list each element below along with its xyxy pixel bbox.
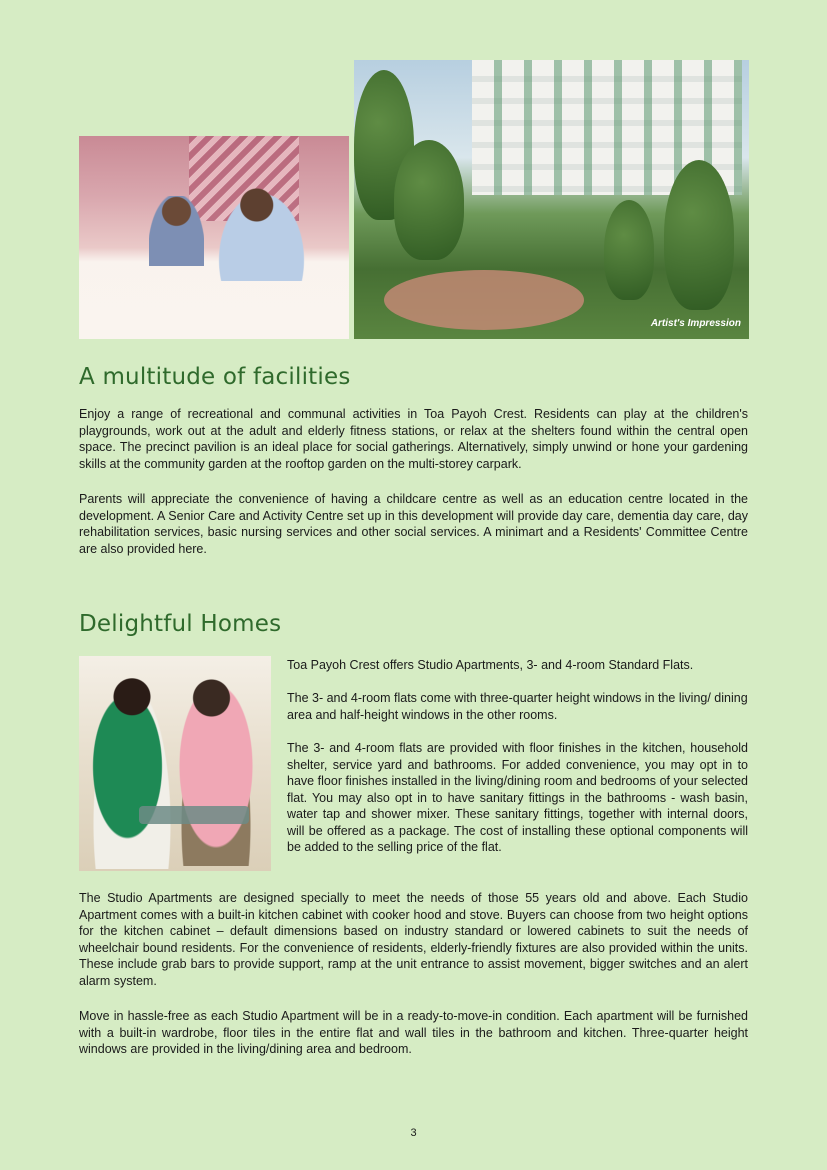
- studio-apartment-paragraph: The Studio Apartments are designed specially to meet the needs of those 55 years old and above. Each Studio Apartment comes with a built-in kitchen cabinet with cooker hood and stove. Buyers can choose from two height options for the kitchen cabinet – default dimensions based on industry standard or lowered cabinets to suit the needs of wheelchair bound residents. For the convenience of residents, elderly-friendly fixtures are also provided within the units. These include grab bars to provide support, ramp at the unit entrance to assist movement, bigger switches and an alert alarm system.: [79, 891, 748, 988]
- artist-impression-caption: Artist's Impression: [650, 318, 741, 329]
- facilities-heading: A multitude of facilities: [79, 364, 351, 390]
- homes-heading: Delightful Homes: [79, 611, 282, 637]
- estate-garden-photo: [354, 60, 749, 339]
- tree: [604, 200, 654, 300]
- plaza: [384, 270, 584, 330]
- side-table: [139, 806, 249, 824]
- move-in-paragraph: Move in hassle-free as each Studio Apartment will be in a ready-to-move-in condition. Each apartment will be furnished with a built-in wardrobe, floor tiles in the entire flat and wall tiles in the bathroom and kitchen. Three-quarter height windows are provided in the living/dining area and bedroom.: [79, 1009, 748, 1056]
- woman-figure: [149, 196, 204, 266]
- elderly-couple-tea-photo: [79, 656, 271, 871]
- man-figure: [171, 666, 261, 866]
- homes-windows-paragraph: The 3- and 4-room flats come with three-quarter height windows in the living/ dining area and half-height windows in the other rooms.: [287, 691, 748, 722]
- woman-figure: [87, 664, 177, 869]
- homes-finishes-paragraph: The 3- and 4-room flats are provided with floor finishes in the kitchen, household shelter, service yard and bathrooms. For added convenience, you may opt in to have floor finishes installed in the living/dining room and bedrooms of your selected flat. You may also opt in to have sanitary fittings in the bathrooms - wash basin, water tap and shower mixer. These sanitary fittings, together with internal doors, will be offered as a package. The cost of installing these optional components will be added to the selling price of the flat.: [287, 741, 748, 854]
- tree: [664, 160, 734, 310]
- man-figure: [214, 186, 309, 281]
- homes-intro-paragraph: Toa Payoh Crest offers Studio Apartments, 3- and 4-room Standard Flats.: [287, 658, 694, 672]
- page-number: 3: [410, 1127, 417, 1139]
- tree: [394, 140, 464, 260]
- facilities-paragraph-2: Parents will appreciate the convenience of having a childcare centre as well as an education centre located in the development. A Senior Care and Activity Centre set up in this development will provide day care, dementia day care, day rehabilitation services, basic nursing services and other social services. A minimart and a Residents' Committee Centre are also provided here.: [79, 492, 748, 556]
- couple-gaming-photo: [79, 136, 349, 339]
- facilities-paragraph-1: Enjoy a range of recreational and communal activities in Toa Payoh Crest. Residents can play at the children's playgrounds, work out at the adult and elderly fitness stations, or relax at the shelters found within the central open space. The precinct pavilion is an ideal place for social gatherings. Alternatively, simply unwind or hone your gardening skills at the community garden at the rooftop garden on the multi-storey carpark.: [79, 407, 748, 471]
